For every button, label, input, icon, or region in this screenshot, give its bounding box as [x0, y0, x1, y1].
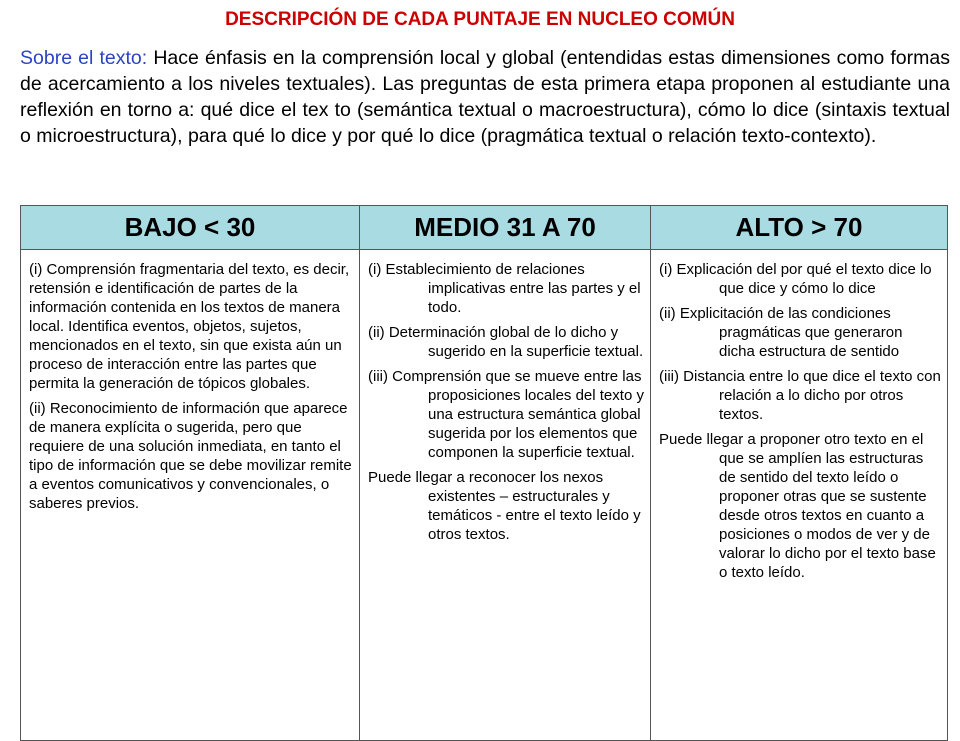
high-item-4: Puede llegar a proponer otro texto en el que se amplíen las estructuras de sentido del texto leído o proponer otras que se sustente desde otros textos en cuanto a posiciones o modos de ver y de valorar lo dicho por el texto base o texto leído. — [659, 431, 936, 581]
high-item-3: (iii) Distancia entre lo que dice el texto con relación a lo dicho por otros textos. — [659, 368, 941, 423]
cell-medium — [360, 250, 651, 741]
intro-paragraph — [20, 45, 950, 149]
header-medium: MEDIO 31 A 70 — [360, 206, 651, 250]
medium-item-2: (ii) Determinación global de lo dicho y sugerido en la superficie textual. — [368, 324, 644, 360]
high-item-2: (ii) Explicitación de las condiciones pragmáticas que generaron dicha estructura de sentido — [659, 305, 903, 360]
table-row — [21, 250, 948, 741]
low-item-2: (ii) Reconocimiento de información que aparece de manera explícita o sugerida, pero que requiere de una solución inmediata, en tanto el tipo de información que se debe movilizar remite a eventos comunicativos y convencionales, o saberes previos. — [29, 400, 352, 512]
medium-item-3: (iii) Comprensión que se mueve entre las proposiciones locales del texto y una estructura semántica global sugerida por los elementos que componen la superficie textual. — [368, 368, 644, 461]
score-table — [20, 205, 948, 741]
intro-text: Hace énfasis en la comprensión local y global (entendidas estas dimensiones como formas de acercamiento a los niveles textuales). Las preguntas de esta primera etapa proponen al estudiante una reflexión en torno a: qué dice el tex to (semántica textual o macroestructura), cómo lo dice (sintaxis textual o microestructura), para qué lo dice y por qué lo dice (pragmática textual o relación texto-contexto). — [20, 47, 950, 147]
table-header-row — [21, 206, 948, 250]
cell-low — [21, 250, 360, 741]
low-item-1: (i) Comprensión fragmentaria del texto, es decir, retensión e identificación de partes de la información contenida en los textos de manera local. Identifica eventos, objetos, sujetos, mencionados en el texto, sin que exista aún un proceso de interacción entre las partes que permita la generación de tópicos globales. — [29, 261, 350, 392]
header-high: ALTO > 70 — [651, 206, 948, 250]
high-item-1: (i) Explicación del por qué el texto dice lo que dice y cómo lo dice — [659, 261, 932, 297]
cell-high — [651, 250, 948, 741]
header-low: BAJO < 30 — [21, 206, 360, 250]
intro-label: Sobre el texto: — [20, 47, 148, 69]
medium-item-1: (i) Establecimiento de relaciones implicativas entre las partes y el todo. — [368, 261, 641, 316]
medium-item-4: Puede llegar a reconocer los nexos existentes – estructurales y temáticos - entre el texto leído y otros textos. — [368, 469, 641, 543]
page-title: DESCRIPCIÓN DE CADA PUNTAJE EN NUCLEO COMÚN — [225, 9, 735, 30]
